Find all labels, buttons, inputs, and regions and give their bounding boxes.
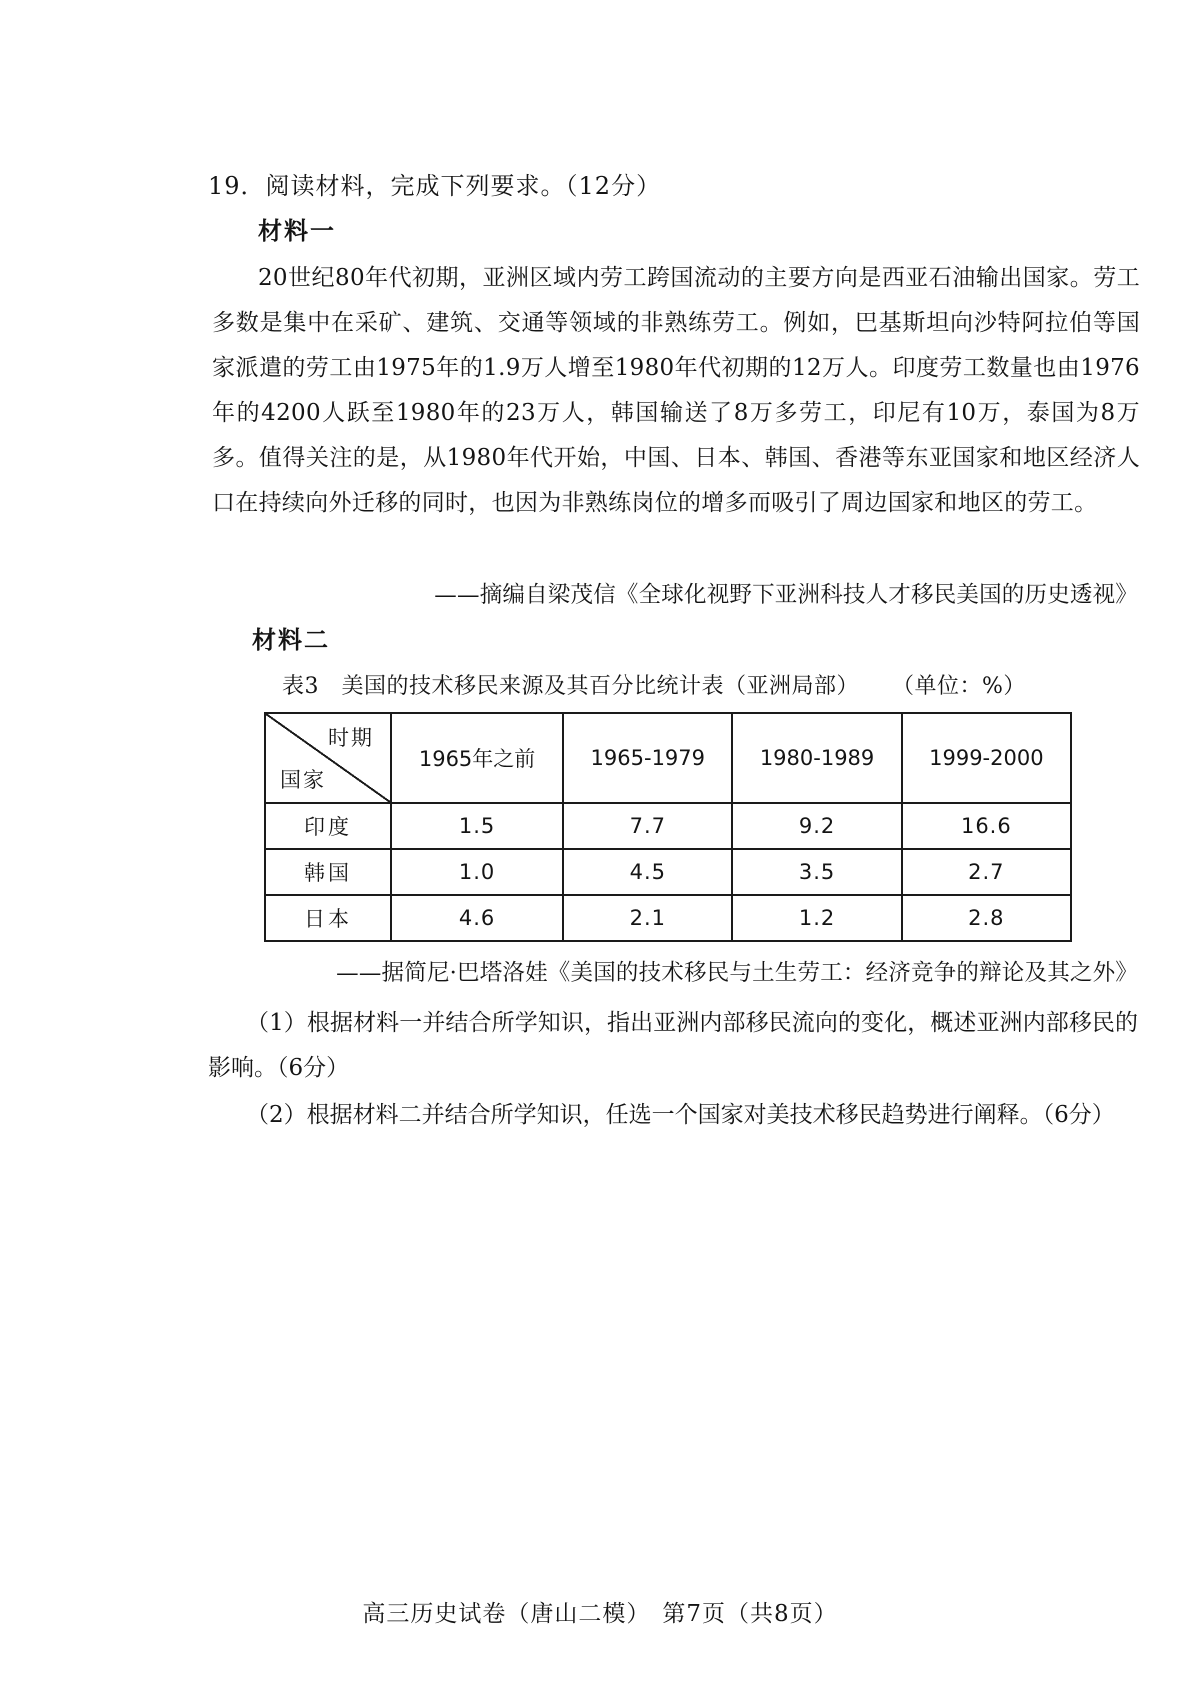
subquestion-one: （1）根据材料一并结合所学知识，指出亚洲内部移民流向的变化，概述亚洲内部移民的影响。（6分） [208, 1010, 1138, 1081]
column-header: 1999-2000 [902, 713, 1071, 803]
table-cell: 3.5 [732, 849, 901, 895]
table-row [265, 803, 1071, 849]
table-cell: 9.2 [732, 803, 901, 849]
page-footer [0, 1595, 1200, 1628]
table-header-row [265, 713, 1071, 803]
material-two-source: ——据简尼·巴塔洛娃《美国的技术移民与土生劳工：经济竞争的辩论及其之外》 [336, 960, 1138, 986]
table-caption [282, 669, 1026, 700]
material-one-body: 20世纪80年代初期，亚洲区域内劳工跨国流动的主要方向是西亚石油输出国家。劳工多数是集中在采矿、建筑、交通等领域的非熟练劳工。例如，巴基斯坦向沙特阿拉伯等国家派遣的劳工由1975年的1.9万人增至1980年代初期的12万人。印度劳工数量也由1976年的4200人跃至1980年的23万人，韩国输送了8万多劳工，印尼有10万，泰国为8万多。值得关注的是，从1980年代开始，中国、日本、韩国、香港等东亚国家和地区经济人口在持续向外迁移的同时，也因为非熟练岗位的增多而吸引了周边国家和地区的劳工。 [212, 265, 1140, 516]
row-header-country: 日本 [265, 895, 391, 941]
table-cell: 4.6 [391, 895, 563, 941]
column-header: 1965-1979 [563, 713, 732, 803]
table-cell: 1.2 [732, 895, 901, 941]
question-title: 19．阅读材料，完成下列要求。（12分） [208, 172, 662, 200]
table-cell: 16.6 [902, 803, 1071, 849]
material-one-source: ——摘编自梁茂信《全球化视野下亚洲科技人才移民美国的历史透视》 [434, 582, 1138, 608]
corner-label-country: 国家 [280, 768, 326, 792]
footer-exam-name: 高三历史试卷（唐山二模） [362, 1601, 651, 1627]
table-corner-cell [265, 713, 391, 803]
row-header-country: 印度 [265, 803, 391, 849]
column-header: 1980-1989 [732, 713, 901, 803]
table-cell: 7.7 [563, 803, 732, 849]
table-row [265, 895, 1071, 941]
corner-label-period: 时期 [328, 726, 374, 750]
table-cell: 2.8 [902, 895, 1071, 941]
column-header: 1965年之前 [391, 713, 563, 803]
table-row [265, 849, 1071, 895]
table-cell: 1.5 [391, 803, 563, 849]
material-one-heading: 材料一 [258, 216, 336, 245]
table-cell: 4.5 [563, 849, 732, 895]
material-two-heading: 材料二 [252, 625, 330, 654]
row-header-country: 韩国 [265, 849, 391, 895]
table-cell: 1.0 [391, 849, 563, 895]
immigration-table [264, 712, 1072, 942]
table-title: 表3 美国的技术移民来源及其百分比统计表（亚洲局部） [282, 674, 859, 699]
table-cell: 2.1 [563, 895, 732, 941]
subquestion-two: （2）根据材料二并结合所学知识，任选一个国家对美技术移民趋势进行阐释。（6分） [246, 1102, 1115, 1128]
table-cell: 2.7 [902, 849, 1071, 895]
footer-page-number: 第7页（共8页） [662, 1601, 838, 1627]
table-unit: （单位：%） [903, 674, 1026, 699]
